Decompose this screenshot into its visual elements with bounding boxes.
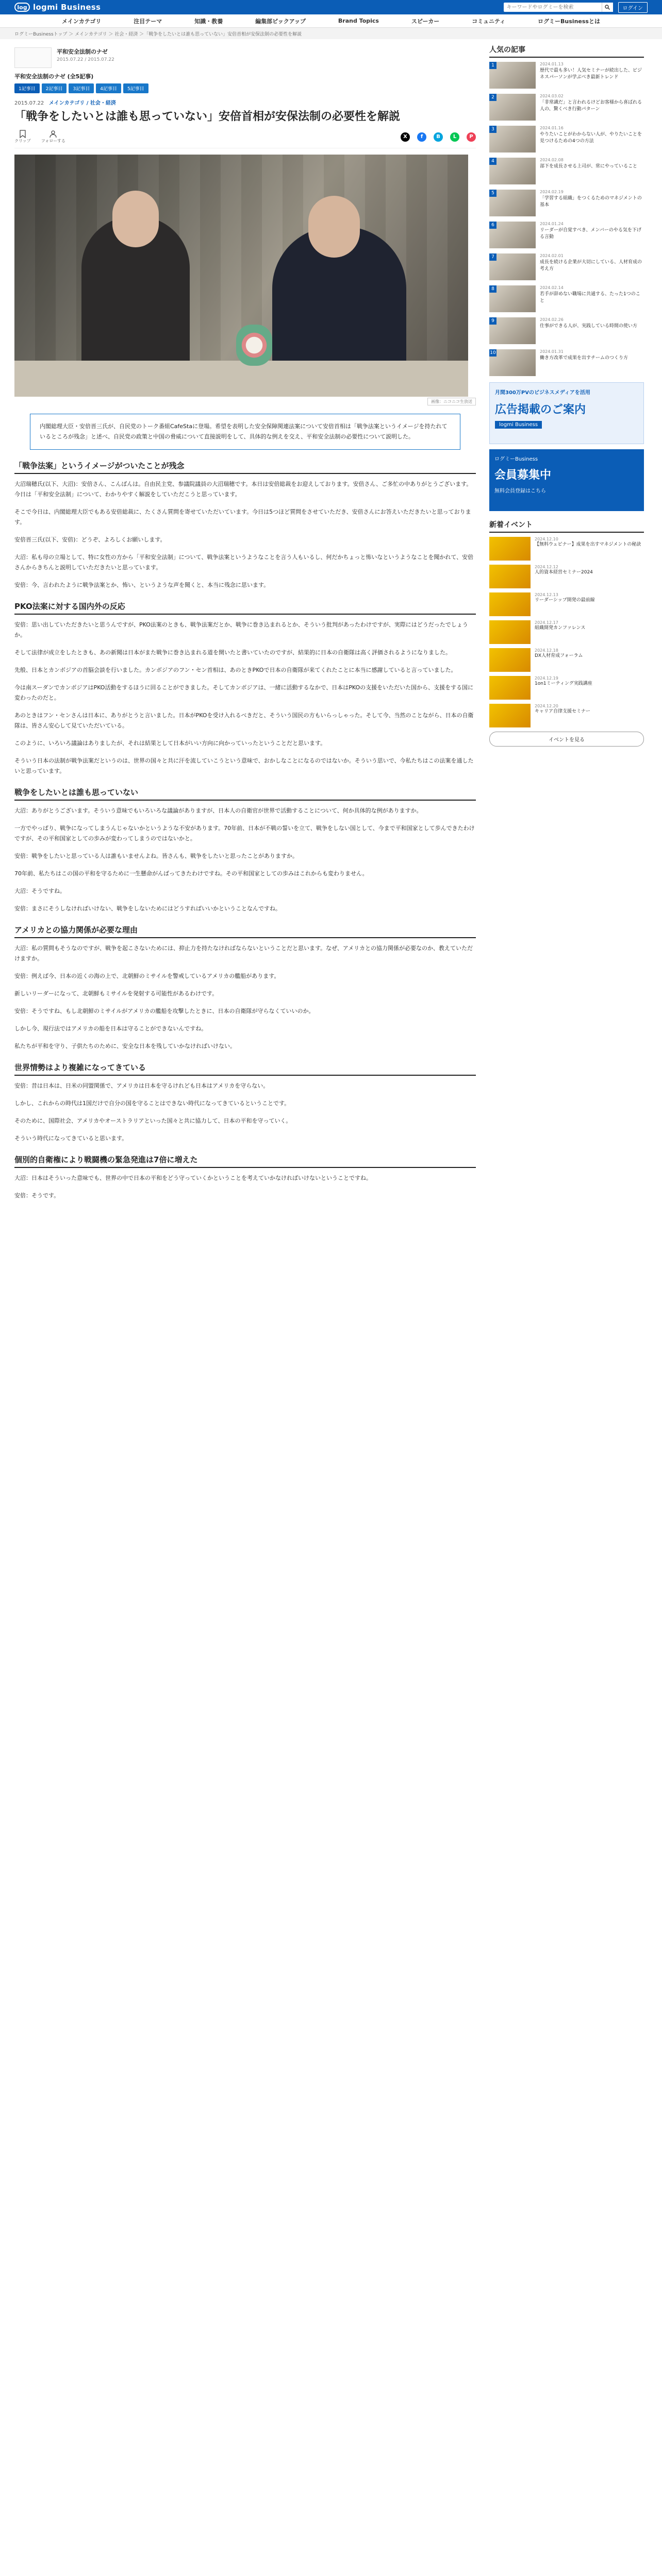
- article-meta: [14, 98, 476, 106]
- clip-button[interactable]: [14, 130, 31, 144]
- ranking-thumbnail: 8: [489, 285, 536, 312]
- logo-text: logmi Business: [33, 3, 101, 12]
- line-share-icon[interactable]: L: [450, 132, 459, 142]
- event-item[interactable]: [489, 648, 644, 672]
- tab-chapter-5[interactable]: 5記事目: [123, 83, 148, 93]
- logo-mark: log: [14, 3, 30, 12]
- event-thumbnail: [489, 620, 531, 644]
- section-heading: PKO法案に対する国内外の反応: [14, 601, 476, 615]
- ranking-item[interactable]: [489, 94, 644, 121]
- pocket-share-icon[interactable]: P: [467, 132, 476, 142]
- view-events-button[interactable]: イベントを見る: [489, 732, 644, 747]
- paragraph: 大沼：そうですね。: [14, 888, 65, 894]
- article-title: 「戦争をしたいとは誰も思っていない」安倍首相が安保法制の必要性を解説: [14, 110, 401, 123]
- ranking-text: 「学習する組織」をつくるためのマネジメントの基本: [540, 196, 642, 208]
- site-logo[interactable]: [14, 3, 101, 12]
- ranking-thumbnail: 1: [489, 62, 536, 89]
- ranking-item[interactable]: [489, 349, 644, 376]
- event-date: 2024.12.20: [535, 704, 558, 708]
- share-icons: [401, 132, 476, 142]
- ranking-text: リーダーが自覚すべき、メンバーのやる気を下げる言動: [540, 228, 641, 240]
- nav-item[interactable]: メインカテゴリ: [62, 18, 102, 25]
- nav-item[interactable]: Brand Topics: [338, 18, 379, 24]
- ranking-date: 2024.02.08: [540, 158, 564, 162]
- event-date: 2024.12.17: [535, 620, 558, 625]
- paragraph: しかし今、現行法ではアメリカの船を日本は守ることができないんですね。: [14, 1025, 207, 1032]
- ranking-text: 仕事ができる人が、実践している時間の使い方: [540, 324, 638, 329]
- nav-item[interactable]: コミュニティ: [472, 18, 506, 25]
- nav-item[interactable]: ログミーBusinessとは: [538, 18, 600, 25]
- ranking-thumbnail: 7: [489, 253, 536, 280]
- ad-subtitle: 月間300万PVのビジネスメディアを活用: [495, 390, 590, 396]
- paragraph: 安倍：そうですね、もし北朝鮮のミサイルがアメリカの艦船を攻撃したときに、日本の自衛隊が守らなくていいのか。: [14, 1008, 315, 1014]
- nav-item[interactable]: スピーカー: [411, 18, 440, 25]
- paragraph: 安倍：例えば今、日本の近くの海の上で、北朝鮮のミサイルを警戒しているアメリカの艦船があります。: [14, 973, 280, 979]
- ranking-date: 2024.01.16: [540, 126, 564, 130]
- ranking-text: 歴代で最も多い！人気セミナーが続出した、ビジネスパーソンが学ぶべき最新トレンド: [540, 68, 642, 80]
- event-item[interactable]: [489, 565, 644, 588]
- paragraph: あのときはフン・センさんは日本に、ありがとうと言いました。日本がPKOを受け入れるべきだと、そういう国民の方もいらっしゃった。そして今、当然のことながら、日本の自衛隊は、皆さん安心して見ていただいている。: [14, 712, 474, 729]
- ranking-date: 2024.02.26: [540, 317, 564, 322]
- paragraph: 一方でやっぱり、戦争になってしまうんじゃないかというような不安があります。70年前、日本が不戦の誓いを立て、戦争をしない国として、今まで平和国家として歩んできたわけですが、その平和国家としての歩みが変わってしまうのではないかと。: [14, 825, 475, 842]
- x-share-icon[interactable]: X: [401, 132, 410, 142]
- ranking-text: 若手が辞めない職場に共通する、たった1つのこと: [540, 292, 640, 303]
- article: [14, 44, 476, 1208]
- paragraph: 安倍：戦争をしたいと思っている人は誰もいませんよね。皆さんも、戦争をしたいと思ったことがありますか。: [14, 853, 298, 859]
- paragraph: 大沼：日本はそういった意味でも、世界の中で日本の平和をどう守っていくかということを考えていかなければいけないということですね。: [14, 1175, 372, 1181]
- series-title: 平和安全法制のナゼ: [57, 48, 108, 55]
- tab-chapter-1[interactable]: 1記事目: [14, 83, 40, 93]
- nav-item[interactable]: 編集部ピックアップ: [255, 18, 306, 25]
- search-button[interactable]: [602, 3, 613, 12]
- event-item[interactable]: [489, 537, 644, 561]
- paragraph: このように、いろいろ議論はありましたが、それは結果として日本がいい方向に向かっていったということだと思います。: [14, 740, 326, 747]
- sidebar: [489, 44, 644, 1208]
- ranking-thumbnail: 10: [489, 349, 536, 376]
- event-text: リーダーシップ開発の最前線: [535, 598, 595, 603]
- paragraph: そこで今日は、内閣総理大臣でもある安倍総裁に、たくさん質問を寄せていただいています。今日は5つほど質問をさせていただき、安倍さんにお答えいただきたいと思っております。: [14, 509, 471, 526]
- event-date: 2024.12.12: [535, 565, 558, 569]
- article-date: 2015.07.22: [14, 100, 44, 106]
- section-heading: 世界情勢はより複雑になってきている: [14, 1062, 476, 1076]
- event-text: 1on1ミーティング実践講座: [535, 681, 592, 686]
- hero-image: [14, 155, 468, 397]
- series-date: 2015.07.22 / 2015.07.22: [57, 57, 114, 62]
- paragraph: 先般、日本とカンボジアの首脳会談を行いました。カンボジアのフン・セン首相は、あのときPKOで日本の自衛隊が来てくれたことに本当に感謝していると言っていました。: [14, 667, 457, 673]
- search-box: [504, 3, 613, 12]
- ranking-date: 2024.02.14: [540, 285, 564, 290]
- ranking-date: 2024.01.31: [540, 349, 564, 354]
- main-nav: [0, 14, 662, 28]
- article-body: [14, 460, 476, 1201]
- event-thumbnail: [489, 592, 531, 616]
- ranking-item[interactable]: [489, 158, 644, 184]
- chapter-tabs: [14, 83, 476, 93]
- hatena-share-icon[interactable]: B: [434, 132, 443, 142]
- nav-item[interactable]: 注目テーマ: [134, 18, 162, 25]
- event-thumbnail: [489, 704, 531, 727]
- paragraph: そういう日本の法制が戦争法案だというのは、世界の国々と共に汗を流していこうという意味で、おかしなことになるのではないか。そういう思いで、今私たちはこの法案を通したいと思っています。: [14, 757, 474, 774]
- paragraph: 70年前、私たちはこの国の平和を守るために一生懸命がんばってきたわけですね。その平和国家としての歩みはこれからも変わりません。: [14, 870, 368, 877]
- main-content: [0, 39, 662, 1208]
- ranking-date: 2024.02.01: [540, 253, 564, 258]
- ad-subtitle: ログミーBusiness: [494, 456, 538, 462]
- action-row: [14, 130, 476, 148]
- paragraph: 安倍：まさにそうしなければいけない、戦争をしないためにはどうすればいいかということなんですね。: [14, 905, 281, 912]
- series-thumbnail: [14, 47, 52, 68]
- section-heading: アメリカとの協力関係が必要な理由: [14, 924, 476, 938]
- paragraph: しかし、これからの時代は1国だけで自分の国を守ることはできない時代になってきているということです。: [14, 1100, 290, 1107]
- series-chapter: 平和安全法制のナゼ (全5記事): [14, 73, 94, 80]
- paragraph: 新しいリーダーになって、北朝鮮もミサイルを発射する可能性があるわけです。: [14, 990, 218, 997]
- ranking-item[interactable]: [489, 126, 644, 152]
- section-heading: 「戦争法案」というイメージがついたことが残念: [14, 460, 476, 474]
- ranking-text: 部下を成長させる上司が、常にやっていること: [540, 164, 638, 169]
- tab-chapter-3[interactable]: 3記事目: [69, 83, 94, 93]
- event-item[interactable]: [489, 592, 644, 616]
- event-text: DX人材育成フォーラム: [535, 653, 583, 658]
- paragraph: 今は南スーダンでカンボジアはPKO活動をするほうに回ることができました。そしてカンボジアは、一緒に活動するなかで、日本はPKOの支援をいただいた国から、支援をする国に変わったのだと。: [14, 684, 474, 701]
- event-item[interactable]: [489, 704, 644, 727]
- ranking-date: 2024.02.19: [540, 190, 564, 194]
- paragraph: 安倍晋三氏(以下、安倍)：どうぞ、よろしくお願いします。: [14, 536, 166, 543]
- ranking-thumbnail: 3: [489, 126, 536, 152]
- paragraph: 大沼：ありがとうございます。そういう意味でもいろいろな議論がありますが、日本人の自衛官が世界で活動することについて、何か具体的な例がありますか。: [14, 807, 422, 814]
- ranking-text: 「非常識だ」と言われるけどお客様から喜ばれる人の、驚くべき行動パターン: [540, 100, 642, 112]
- paragraph: 大沼：私の質問もそうなのですが、戦争を起こさないためには、抑止力を持たなければならないということだと思います。なぜ、アメリカとの協力関係が必要なのか、教えていただけますか。: [14, 945, 473, 962]
- ranking-thumbnail: 5: [489, 190, 536, 216]
- paragraph: そのために、国際社会、アメリカやオーストラリアといった国々と共に協力して、日本の平和を守っていく。: [14, 1117, 292, 1124]
- event-text: 【無料ウェビナー】成果を出すマネジメントの秘訣: [535, 542, 641, 547]
- event-item[interactable]: [489, 676, 644, 700]
- ad-brand: logmi Business: [495, 421, 542, 429]
- section-heading: 個別的自衛権により戦闘機の緊急発進は7倍に増えた: [14, 1154, 476, 1168]
- event-date: 2024.12.10: [535, 537, 558, 541]
- paragraph: 安倍：そうです。: [14, 1192, 60, 1199]
- event-item[interactable]: [489, 620, 644, 644]
- search-icon: [605, 5, 610, 10]
- ranking-item[interactable]: [489, 285, 644, 312]
- ranking-thumbnail: 9: [489, 317, 536, 344]
- paragraph: 安倍：昔は日本は、日米の同盟関係で、アメリカは日本を守るけれども日本はアメリカを守らない。: [14, 1082, 269, 1089]
- paragraph: 安倍：今、言われたように戦争法案とか、怖い、というような声を聞くと、本当に残念に思います。: [14, 582, 270, 588]
- series-box[interactable]: [14, 44, 476, 70]
- ranking-text: 成長を続ける企業が大切にしている、人材育成の考え方: [540, 260, 642, 272]
- ad-title: 広告掲載のご案内: [495, 403, 586, 416]
- ranking-thumbnail: 4: [489, 158, 536, 184]
- tab-chapter-4[interactable]: 4記事目: [96, 83, 121, 93]
- paragraph: 安倍：思い出していただきたいと思うんですが、PKO法案のときも、戦争法案だとか、戦争に巻き込まれるとか、そういう批判があったわけですが、実際にはどうだったでしょうか。: [14, 621, 468, 638]
- ranking-date: 2024.03.02: [540, 94, 564, 98]
- top-bar: [0, 0, 662, 14]
- login-button[interactable]: ログイン: [618, 2, 648, 13]
- events-title: 新着イベント: [489, 519, 644, 533]
- ranking-date: 2024.01.13: [540, 62, 564, 66]
- ranking-list: [489, 62, 644, 376]
- ranking-text: やりたいことがわからない人が、やりたいことを見つけるための4つの方法: [540, 132, 642, 144]
- follow-label: フォローする: [41, 139, 65, 143]
- clip-label: クリップ: [14, 139, 31, 143]
- event-thumbnail: [489, 565, 531, 588]
- breadcrumb[interactable]: ログミーBusinessトップ ＞ メインカテゴリ ＞ 社会・経済 ＞「戦争をしたいとは誰も思っていない」安倍首相が安保法制の必要性を解説: [0, 28, 662, 39]
- article-category[interactable]: メインカテゴリ / 社会・経済: [48, 100, 116, 106]
- paragraph: 大沼瑞穂氏(以下、大沼)：安倍さん、こんばんは。自由民主党、参議院議員の大沼瑞穂です。本日は安倍総裁をお迎えしております。安倍さん、ご多忙の中ありがとうございます。今日は「平和安全法制」について、わかりやすく解説をしていただこうと思っています。: [14, 481, 472, 498]
- event-date: 2024.12.13: [535, 592, 558, 597]
- event-text: キャリア自律支援セミナー: [535, 709, 591, 714]
- ranking-thumbnail: 6: [489, 222, 536, 248]
- ranking-item[interactable]: [489, 253, 644, 280]
- event-text: 組織開発カンファレンス: [535, 625, 586, 631]
- follow-icon: [49, 130, 57, 138]
- event-date: 2024.12.19: [535, 676, 558, 681]
- paragraph: そして法律が成立をしたときも、あの新聞は日本がまた戦争に巻き込まれる道を開いたと書いていたのですが、結果的に日本の自衛隊は高く評価されるようになりました。: [14, 649, 451, 656]
- search-input[interactable]: [504, 3, 602, 12]
- ranking-text: 働き方改革で成果を出すチームのつくり方: [540, 355, 628, 361]
- ranking-thumbnail: 2: [489, 94, 536, 121]
- tab-chapter-2[interactable]: 2記事目: [42, 83, 67, 93]
- paragraph: 私たちが平和を守り、子供たちのために、安全な日本を残していかなければいけない。: [14, 1043, 236, 1049]
- nav-item[interactable]: 知識・教養: [194, 18, 223, 25]
- ranking-item[interactable]: [489, 317, 644, 344]
- event-thumbnail: [489, 648, 531, 672]
- event-date: 2024.12.18: [535, 648, 558, 653]
- lead-box: 内閣総理大臣・安倍晋三氏が、自民党のトーク番組CafeStaに登場。希望を表明した安全保障関連法案について安倍首相は「戦争法案というイメージを持たれているところが残念」と述べ、自民党の政策と中国の脅威について直接説明をして、具体的な例えを交え、平和安全法制の必要性について説明した。: [30, 414, 460, 450]
- event-thumbnail: [489, 676, 531, 700]
- event-text: 人的資本経営セミナー2024: [535, 570, 593, 575]
- paragraph: 大沼：私も母の立場として、特に女性の方から「平和安全法制」について、戦争法案というようなことを言う人もいるし、何だかちょっと怖いなというようなことを聞かれて、安倍さんからきちんと説明していただきたいと思っています。: [14, 554, 474, 571]
- event-thumbnail: [489, 537, 531, 561]
- ad-banner-advertising[interactable]: [489, 382, 644, 444]
- paragraph: そういう時代になってきていると思います。: [14, 1135, 128, 1142]
- ranking-date: 2024.01.24: [540, 222, 564, 226]
- ad-banner-membership[interactable]: [489, 449, 644, 511]
- ad-title: 会員募集中: [494, 469, 552, 482]
- follow-button[interactable]: [41, 130, 65, 144]
- ad-cta: 無料会員登録はこちら: [494, 488, 546, 494]
- ranking-item[interactable]: [489, 190, 644, 216]
- section-heading: 戦争をしたいとは誰も思っていない: [14, 787, 476, 801]
- image-credit-text: 画像：ニコニコ生放送: [427, 398, 476, 405]
- ranking-title: 人気の記事: [489, 44, 644, 58]
- facebook-share-icon[interactable]: f: [417, 132, 426, 142]
- image-credit: [14, 399, 476, 404]
- ranking-item[interactable]: [489, 62, 644, 89]
- event-list: [489, 537, 644, 727]
- bookmark-icon: [19, 130, 26, 138]
- ranking-item[interactable]: [489, 222, 644, 248]
